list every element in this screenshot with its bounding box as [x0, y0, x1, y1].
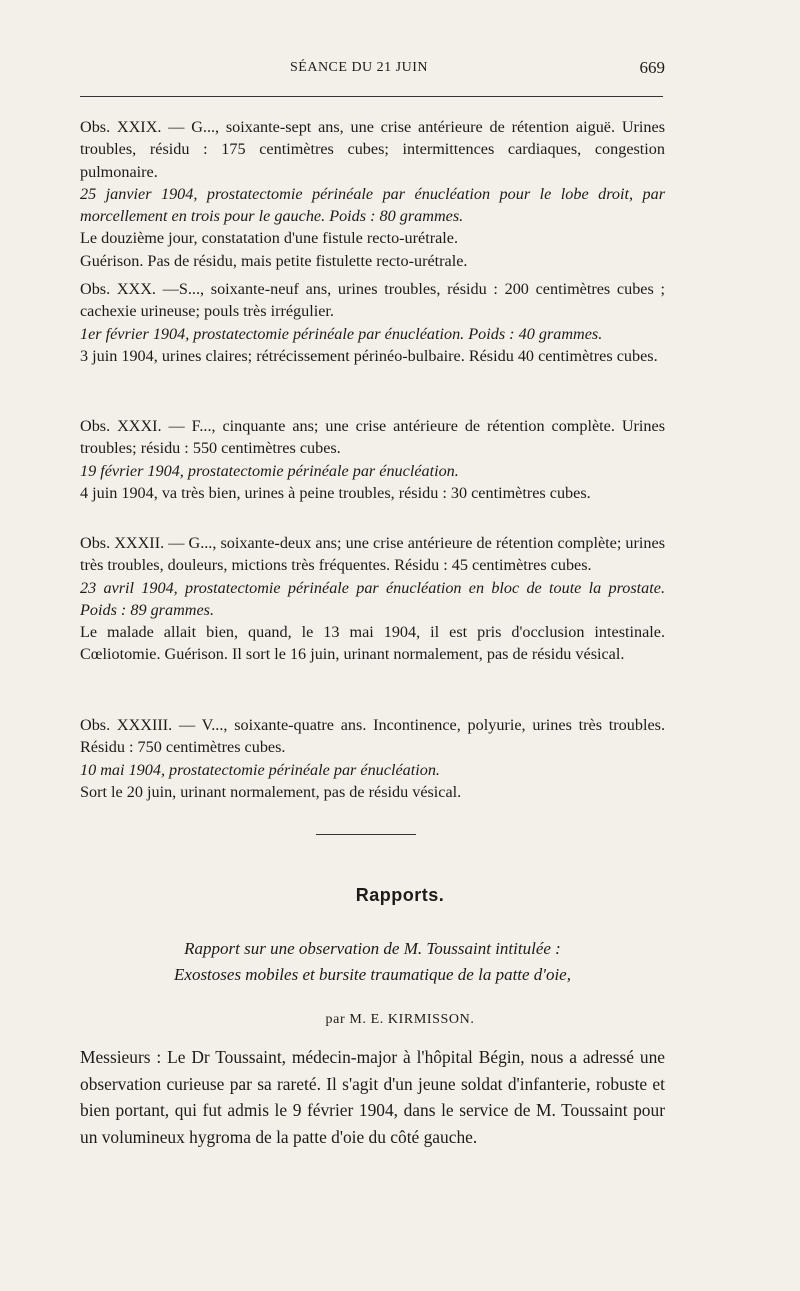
observation-paragraph: Obs. XXIX. — G..., soixante-sept ans, une crise antérieure de rétention aiguë. Urines troubles, résidu : 175 centimètres cubes; intermittences cardiaques, congestion pulmonaire. [80, 118, 665, 181]
report-body-paragraph: Messieurs : Le Dr Toussaint, médecin-major à l'hôpital Bégin, nous a adressé une observation curieuse par sa rareté. Il s'agit d'un jeune soldat d'infanterie, robuste et bien portant, qui fut admis le 9 février 1904, dans le service de M. Toussaint pour un volumineux hygroma de la patte d'oie du côté gauche. [80, 1047, 665, 1147]
section-title: Rapports. [355, 885, 445, 905]
operation-paragraph: 25 janvier 1904, prostatectomie périnéale par énucléation pour le lobe droit, par morcellement en trois pour le gauche. Poids : 80 grammes. [80, 184, 665, 226]
followup-paragraph: Le malade allait bien, quand, le 13 mai 1904, il est pris d'occlusion intestinale. Cœliotomie. Guérison. Il sort le 16 juin, urinant normalement, pas de résidu vésical. [80, 623, 665, 664]
operation-paragraph: 10 mai 1904, prostatectomie périnéale par énucléation. [80, 760, 440, 779]
observation-xxxi [80, 415, 665, 504]
report-title [80, 936, 665, 988]
followup-paragraph: 4 juin 1904, va très bien, urines à peine troubles, résidu : 30 centimètres cubes. [80, 483, 591, 502]
header-rule [80, 96, 663, 97]
section-separator [316, 834, 416, 835]
operation-paragraph: 23 avril 1904, prostatectomie périnéale par énucléation en bloc de toute la prostate. Poids : 89 grammes. [80, 578, 665, 619]
followup-paragraph: 3 juin 1904, urines claires; rétrécissement périnéo-bulbaire. Résidu 40 centimètres cubes. [80, 346, 658, 365]
outcome-paragraph: Guérison. Pas de résidu, mais petite fistulette recto-urétrale. [80, 251, 468, 270]
followup-paragraph: Le douzième jour, constatation d'une fistule recto-urétrale. [80, 229, 459, 248]
observation-xxxii [80, 532, 665, 666]
observation-paragraph: Obs. XXXIII. — V..., soixante-quatre ans. Incontinence, polyurie, urines très troubles. Résidu : 750 centimètres cubes. [80, 716, 665, 757]
observation-paragraph: Obs. XXXI. — F..., cinquante ans; une crise antérieure de rétention complète. Urines troubles; résidu : 550 centimètres cubes. [80, 417, 665, 458]
followup-paragraph: Sort le 20 juin, urinant normalement, pas de résidu vésical. [80, 782, 462, 801]
report-author: par M. E. KIRMISSON. [325, 1012, 475, 1027]
page-number: 669 [639, 58, 665, 77]
observation-paragraph: Obs. XXX. —S..., soixante-neuf ans, urines troubles, résidu : 200 centimètres cubes ; cachexie urineuse; pouls très irrégulier. [80, 280, 665, 321]
running-title: SÉANCE DU 21 JUIN [290, 60, 428, 75]
observation-xxx [80, 278, 665, 367]
report-body [80, 1044, 665, 1150]
operation-paragraph: 1er février 1904, prostatectomie périnéale par énucléation. Poids : 40 grammes. [80, 324, 603, 343]
running-header [80, 58, 665, 82]
report-title-line-2: Exostoses mobiles et bursite traumatique de la patte d'oie, [174, 965, 571, 984]
observation-paragraph: Obs. XXXII. — G..., soixante-deux ans; une crise antérieure de rétention complète; urines très troubles, douleurs, mictions très fréquentes. Résidu : 45 centimètres cubes. [80, 534, 665, 575]
observation-xxxiii [80, 714, 665, 803]
observation-xxix [80, 116, 665, 272]
operation-paragraph: 19 février 1904, prostatectomie périnéale par énucléation. [80, 461, 459, 480]
report-title-line-1: Rapport sur une observation de M. Toussaint intitulée : [184, 939, 561, 958]
